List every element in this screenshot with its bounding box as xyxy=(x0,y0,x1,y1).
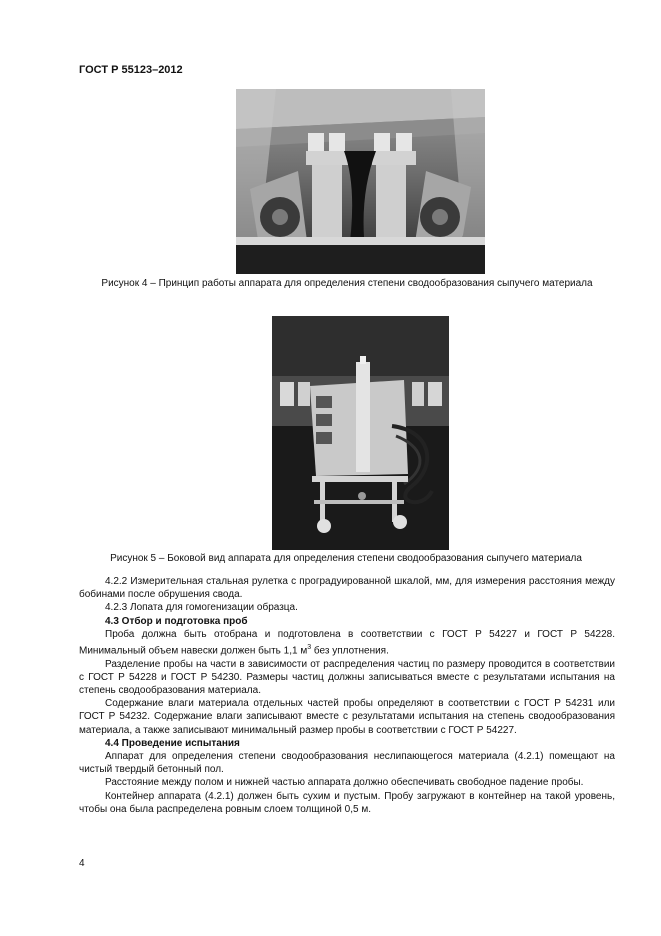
body-text xyxy=(79,575,615,816)
figure-4-apparatus-image xyxy=(236,89,485,274)
paragraph: Содержание влаги материала отдельных частей пробы определяют в соответствии с ГОСТ Р 54231 или ГОСТ Р 54232. Содержание влаги записывают вместе с результатами испытания на степень сводообразования материала, а также записывают минимальный размер пробы в соответствии с ГОСТ Р 54227. xyxy=(79,698,615,736)
paragraph: Разделение пробы на части в зависимости от распределения частиц по размеру проводится в соответствии с ГОСТ Р 54228 и ГОСТ Р 54230. Размеры частиц должны записываться вместе с результатами испытания на степень сводообразования материала. xyxy=(79,658,615,696)
section-heading: 4.4 Проведение испытания xyxy=(105,737,240,749)
paragraph: 4.2.3 Лопата для гомогенизации образца. xyxy=(105,602,298,614)
paragraph: Проба должна быть отобрана и подготовлена в соответствии с ГОСТ Р 54227 и ГОСТ Р 54228. Минимальный объем навески должен быть 1,1 $м^3$ без уплотнения. xyxy=(79,628,615,657)
paragraph: 4.2.2 Измерительная стальная рулетка с проградуированной шкалой, мм, для измерения расстояния между бобинами после обрушения свода. xyxy=(79,576,615,601)
document-code-header: ГОСТ Р 55123–2012 xyxy=(79,64,183,76)
figure-4-caption: Рисунок 4 – Принцип работы аппарата для определения степени сводообразования сыпучего материала xyxy=(101,278,593,289)
paragraph: Расстояние между полом и нижней частью аппарата должно обеспечивать свободное падение пробы. xyxy=(105,777,584,789)
figure-5-photo xyxy=(272,316,449,550)
paragraph: Аппарат для определения степени сводообразования неслипающегося материала (4.2.1) помещают на чистый твердый бетонный пол. xyxy=(79,750,615,776)
figure-4-photo xyxy=(236,89,485,274)
section-heading: 4.3 Отбор и подготовка проб xyxy=(105,615,248,627)
page-number: 4 xyxy=(79,858,85,869)
figure-5-caption: Рисунок 5 – Боковой вид аппарата для определения степени сводообразования сыпучего материала xyxy=(110,553,582,564)
figure-5-apparatus-image xyxy=(272,316,449,550)
paragraph: Контейнер аппарата (4.2.1) должен быть сухим и пустым. Пробу загружают в контейнер на такой уровень, чтобы она была распределена ровным слоем толщиной 0,5 м. xyxy=(79,790,615,815)
